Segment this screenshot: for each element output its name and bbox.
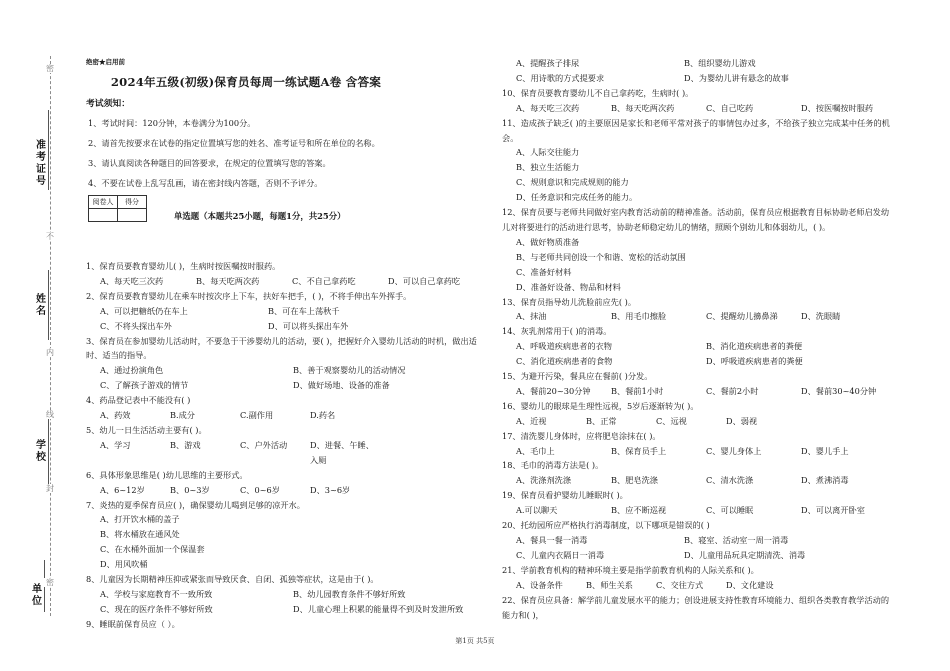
answer-option[interactable]: D、儿童心理上积累的能量得不到及时发泄所致 [293,603,464,614]
answer-option[interactable]: A、通过扮演角色 [100,365,164,376]
answer-option[interactable]: D、3~6岁 [310,484,351,495]
answer-option[interactable]: C、餐前2小时 [706,385,759,396]
question-block [502,369,896,399]
score-cell[interactable] [118,209,147,222]
answer-option[interactable]: B、可在车上荡秋千 [268,305,340,316]
question-stem: 5、幼儿一日生活活动主要有( )。 [86,424,207,435]
answer-option[interactable]: C、清水洗涤 [706,475,754,486]
answer-option[interactable]: B、消化道疾病患者的粪便 [706,341,803,352]
binding-mark: 封 [46,484,54,493]
question-block [502,488,896,518]
question-stem: 12、保育员要与老师共同做好室内教育活动前的精神准备。活动前，保育员应根据教育目标协助老师启发幼儿对将要进行的活动进行思考，协助老师稳定幼儿的情绪，照顾个别幼儿和体弱幼儿，( )。 [502,207,890,232]
option-row [502,384,896,399]
notice-item: 1、考试时间：120分钟，本卷满分为100分。 [88,118,256,128]
question-stem: 14、灰乳剂常用于( )的消毒。 [502,326,612,337]
notice-item: 3、请认真阅读各种题目的回答要求，在规定的位置填写您的答案。 [88,158,331,168]
answer-option[interactable]: C、消化道疾病患者的食物 [516,356,613,367]
question-block [86,617,486,632]
question-block [86,289,486,334]
right-column [502,56,896,622]
section-title: 单选题（本题共25小题，每题1分，共25分） [174,211,346,221]
notice-title: 考试须知： [86,99,130,109]
option-row [86,304,486,319]
answer-option[interactable]: B、正常 [586,415,617,426]
answer-option[interactable]: B、应不断巡视 [611,505,667,516]
answer-option[interactable]: D、用风吹桶 [100,559,148,570]
answer-option[interactable]: C、户外活动 [240,439,288,450]
option-row [502,101,896,116]
answer-option[interactable]: C、可以睡眠 [706,505,754,516]
right-question-list [502,56,896,622]
answer-option[interactable]: A、呼吸道疾病患者的衣物 [516,341,612,352]
answer-option[interactable]: D、弱视 [726,415,758,426]
question-stem: 3、保育员在参加婴幼儿活动时，不要急于干涉婴幼儿的活动，要( )，把握好介入婴幼儿活动的时机，做出适时、适当的指导。 [86,335,477,361]
option-row [86,587,486,602]
option-row [502,444,896,459]
answer-option[interactable]: B、独立生活能力 [516,162,580,173]
left-column [86,56,486,632]
question-block [86,468,486,498]
answer-option[interactable]: A、学习 [100,439,131,450]
answer-option[interactable]: B、善于观察婴幼儿的活动情况 [293,365,406,376]
answer-option[interactable]: C、交往方式 [656,579,704,590]
question-block [502,563,896,593]
exam-number-blank[interactable] [48,110,49,190]
binding-mark: 不 [46,232,54,241]
answer-option[interactable]: A、人际交往能力 [516,147,580,158]
answer-option[interactable]: D、可以离开卧室 [801,505,865,516]
binding-label-school: 学校 [36,440,46,463]
question-block [86,334,486,394]
option-row [86,602,486,617]
question-stem: 22、保育员应具备：解学前儿童发展水平的能力；创设进展支持性教育环境能力、组织各类教育教学活动的能力和( )， [502,594,890,620]
question-stem: 8、儿童因为长期精神压抑或紧张而导致厌食、自闭、孤独等症状，这是由于( )。 [86,574,379,585]
question-block [502,518,896,563]
answer-option[interactable]: A、6~12岁 [100,484,145,495]
answer-option[interactable]: A、学校与家庭教育不一致所致 [100,588,213,599]
answer-option[interactable]: C、远视 [656,415,687,426]
question-stem: 2、保育员要教育婴幼儿在乘车时按次序上下车，扶好车把手，( )，不将手伸出车外挥手。 [86,290,412,301]
score-section [86,195,486,237]
answer-option[interactable]: B.成分 [170,410,195,421]
answer-option[interactable]: D、进餐、午睡、入厕 [310,439,374,465]
option-row [502,414,896,429]
option-row [86,363,486,378]
answer-option[interactable]: B、寝室、活动室一周一消毒 [684,535,789,545]
question-block [86,498,486,573]
option-row [502,309,896,324]
answer-option[interactable]: C、婴儿身体上 [706,445,762,456]
answer-option[interactable]: C、在水桶外面加一个保温套 [100,544,205,555]
binding-dashed-line [50,56,51,616]
answer-option[interactable]: D、任务意识和完成任务的能力。 [516,192,638,203]
binding-label-exam-number: 准考证号 [36,140,46,187]
score-table [88,195,147,222]
answer-option[interactable]: D、准备好设备、物品和材料 [516,281,621,292]
answer-option[interactable]: A、近视 [516,415,547,426]
answer-option[interactable]: C、现在的医疗条件不够好所致 [100,603,213,614]
answer-option[interactable]: A、抹油 [516,311,547,322]
answer-option[interactable]: C、不自己拿药吃 [292,275,356,286]
answer-option[interactable]: B、每天吃两次药 [611,102,675,113]
binding-mark: 密 [46,578,54,587]
option-row [502,339,896,354]
answer-option[interactable]: A、设备条件 [516,579,563,590]
answer-option[interactable]: C、提醒幼儿擤鼻涕 [706,311,778,322]
option-row [86,378,486,393]
answer-option[interactable]: B、组织婴幼儿游戏 [684,58,756,68]
question-block [502,116,896,205]
answer-option[interactable]: D、为婴幼儿讲有悬念的故事 [684,72,789,83]
question-stem: 7、炎热的夏季保育员应( )，确保婴幼儿喝到足够的凉开水。 [86,499,305,510]
answer-option[interactable]: D、可以自己拿药吃 [388,275,461,286]
answer-option[interactable]: D、可以将头探出车外 [268,320,349,331]
score-header-grader: 阅卷人 [89,196,118,209]
answer-option[interactable]: A、做好物质准备 [516,236,580,247]
question-stem: 11、造成孩子缺乏( )的主要原因是家长和老师平常对孩子的事情包办过多，不给孩子独立完成某中任务的机会。 [502,117,890,143]
answer-option[interactable]: D、呼吸道疾病患者的粪便 [706,356,803,367]
binding-mark: 密 [46,64,54,73]
answer-option[interactable]: C、规则意识和完成规则的能力 [516,177,629,188]
option-row [502,578,896,593]
question-block [502,593,896,623]
answer-option[interactable]: B、餐前1小时 [611,385,664,396]
question-block [86,393,486,423]
question-stem: 1、保育员要教育婴幼儿( )，生病时按医嘱按时服药。 [86,261,281,271]
answer-option[interactable]: B、师生关系 [586,579,633,590]
question-stem: 18、毛巾的消毒方法是( )。 [502,460,604,471]
confidential-label: 绝密★启用前 [86,58,125,66]
answer-option[interactable]: A、每天吃三次药 [516,102,580,113]
binding-label-name: 姓名 [36,294,46,317]
answer-option[interactable]: A、可以把糖纸仍在车上 [100,305,188,316]
question-block [86,572,486,617]
answer-option[interactable]: B、每天吃两次药 [196,275,260,286]
answer-option[interactable]: B、肥皂洗涤 [611,475,658,486]
question-block [502,429,896,459]
answer-option[interactable]: C、自己吃药 [706,102,754,113]
answer-option[interactable]: B、幼儿园教育条件不够好所致 [293,588,406,599]
answer-option[interactable]: D.药名 [310,410,336,421]
grader-cell[interactable] [89,209,118,222]
answer-option[interactable]: D、洗眼睛 [801,311,841,322]
answer-option[interactable]: C、0~6岁 [240,484,280,495]
answer-option[interactable]: B、保育员手上 [611,445,667,456]
answer-option[interactable]: C、儿童内衣隔日一消毒 [516,549,605,560]
question-block [502,324,896,369]
option-row [502,473,896,488]
binding-strip [0,0,70,671]
option-row [502,71,896,86]
answer-option[interactable]: A、药效 [100,410,131,421]
option-row [502,56,896,71]
question-block [502,295,896,325]
answer-option[interactable]: A、餐具一餐一消毒 [516,535,588,545]
left-question-list [86,259,486,632]
question-block [502,86,896,116]
document-title: 2024年五级(初级)保育员每周一练试题A卷 含答案 [110,75,382,89]
option-row [86,274,486,289]
answer-option[interactable]: D、婴儿手上 [801,445,849,456]
question-stem: 10、保育员要教育婴幼儿不自己拿药吃，生病时( )。 [502,87,694,98]
question-block [502,399,896,429]
question-stem: 13、保育员指导幼儿洗脸前应先( )。 [502,296,637,307]
answer-option[interactable]: A、提醒孩子排尿 [516,58,580,68]
binding-mark: 内 [46,348,54,357]
question-stem: 4、药品登记表中不能没有( ) [86,395,191,406]
answer-option[interactable]: D、做好场地、设备的准备 [293,380,390,391]
question-stem: 19、保育员看护婴幼儿睡眠时( )。 [502,490,628,501]
score-header-score: 得分 [118,196,147,209]
binding-mark: 线 [46,410,54,419]
option-row [502,533,896,548]
option-row [502,548,896,563]
option-row [86,438,486,468]
answer-option[interactable]: A、餐前20~30分钟 [516,385,591,396]
option-row [86,483,486,498]
question-stem: 21、学前教育机构的精神环境主要是指学前教育机构的人际关系和( )。 [502,564,759,575]
answer-option[interactable]: A、毛巾上 [516,445,555,456]
question-stem: 9、睡眠前保育员应（ ）。 [86,618,180,629]
answer-option[interactable]: B、0~3岁 [170,484,210,495]
option-row [86,319,486,334]
question-stem: 6、具体形象思维是( )幼儿思维的主要形式。 [86,469,248,480]
question-stem: 20、托幼园所应严格执行消毒制度，以下哪项是错误的( ) [502,520,710,531]
question-block [502,458,896,488]
question-stem: 16、婴幼儿的眼球是生理性远视，5岁后逐渐转为( )。 [502,400,699,411]
answer-option[interactable]: D、按医嘱按时服药 [801,102,874,113]
option-row [502,503,896,518]
name-blank[interactable] [48,270,49,340]
answer-option[interactable]: B、与老师共同创设一个和谐、宽松的活动氛围 [516,251,686,262]
question-stem: 17、清洗婴儿身体时，应将肥皂涂抹在( )。 [502,430,661,441]
school-blank[interactable] [48,418,49,488]
answer-option[interactable]: C、用诗歌的方式提要求 [516,72,605,83]
answer-option[interactable]: C、了解孩子游戏的情节 [100,380,189,391]
question-stem: 15、为避开污染，餐具应在餐前( )分发。 [502,371,653,382]
page-footer: 第1页 共5页 [455,637,495,645]
binding-label-unit: 单位 [32,584,42,607]
answer-option[interactable]: A、每天吃三次药 [100,275,164,286]
question-block [86,423,486,468]
option-row [86,408,486,423]
answer-option[interactable]: C.副作用 [240,410,274,421]
answer-option[interactable]: B、将水桶放在通风处 [100,529,180,540]
answer-option[interactable]: A、打开饮水桶的盖子 [100,514,180,525]
answer-option[interactable]: C、准备好材料 [516,266,572,277]
notice-item: 2、请首先按要求在试卷的指定位置填写您的姓名、准考证号和所在单位的名称。 [88,138,380,148]
answer-option[interactable]: B、游戏 [170,439,201,450]
answer-option[interactable]: B、用毛巾擦脸 [611,311,667,322]
answer-option[interactable]: A、洗涤剂洗涤 [516,475,572,486]
answer-option[interactable]: C、不将头探出车外 [100,320,172,331]
question-block [502,205,896,294]
option-row [502,354,896,369]
answer-option[interactable]: D、煮沸消毒 [801,475,849,486]
answer-option[interactable]: D、餐前30~40分钟 [801,385,877,396]
notice-item: 4、不要在试卷上乱写乱画，请在密封线内答题，否则不予评分。 [88,178,323,188]
question-block [502,56,896,86]
answer-option[interactable]: D、文化建设 [726,579,774,590]
question-block [86,259,486,289]
answer-option[interactable]: A.可以聊天 [516,505,558,516]
answer-option[interactable]: D、儿童用品玩具定期清洗、消毒 [684,549,806,560]
